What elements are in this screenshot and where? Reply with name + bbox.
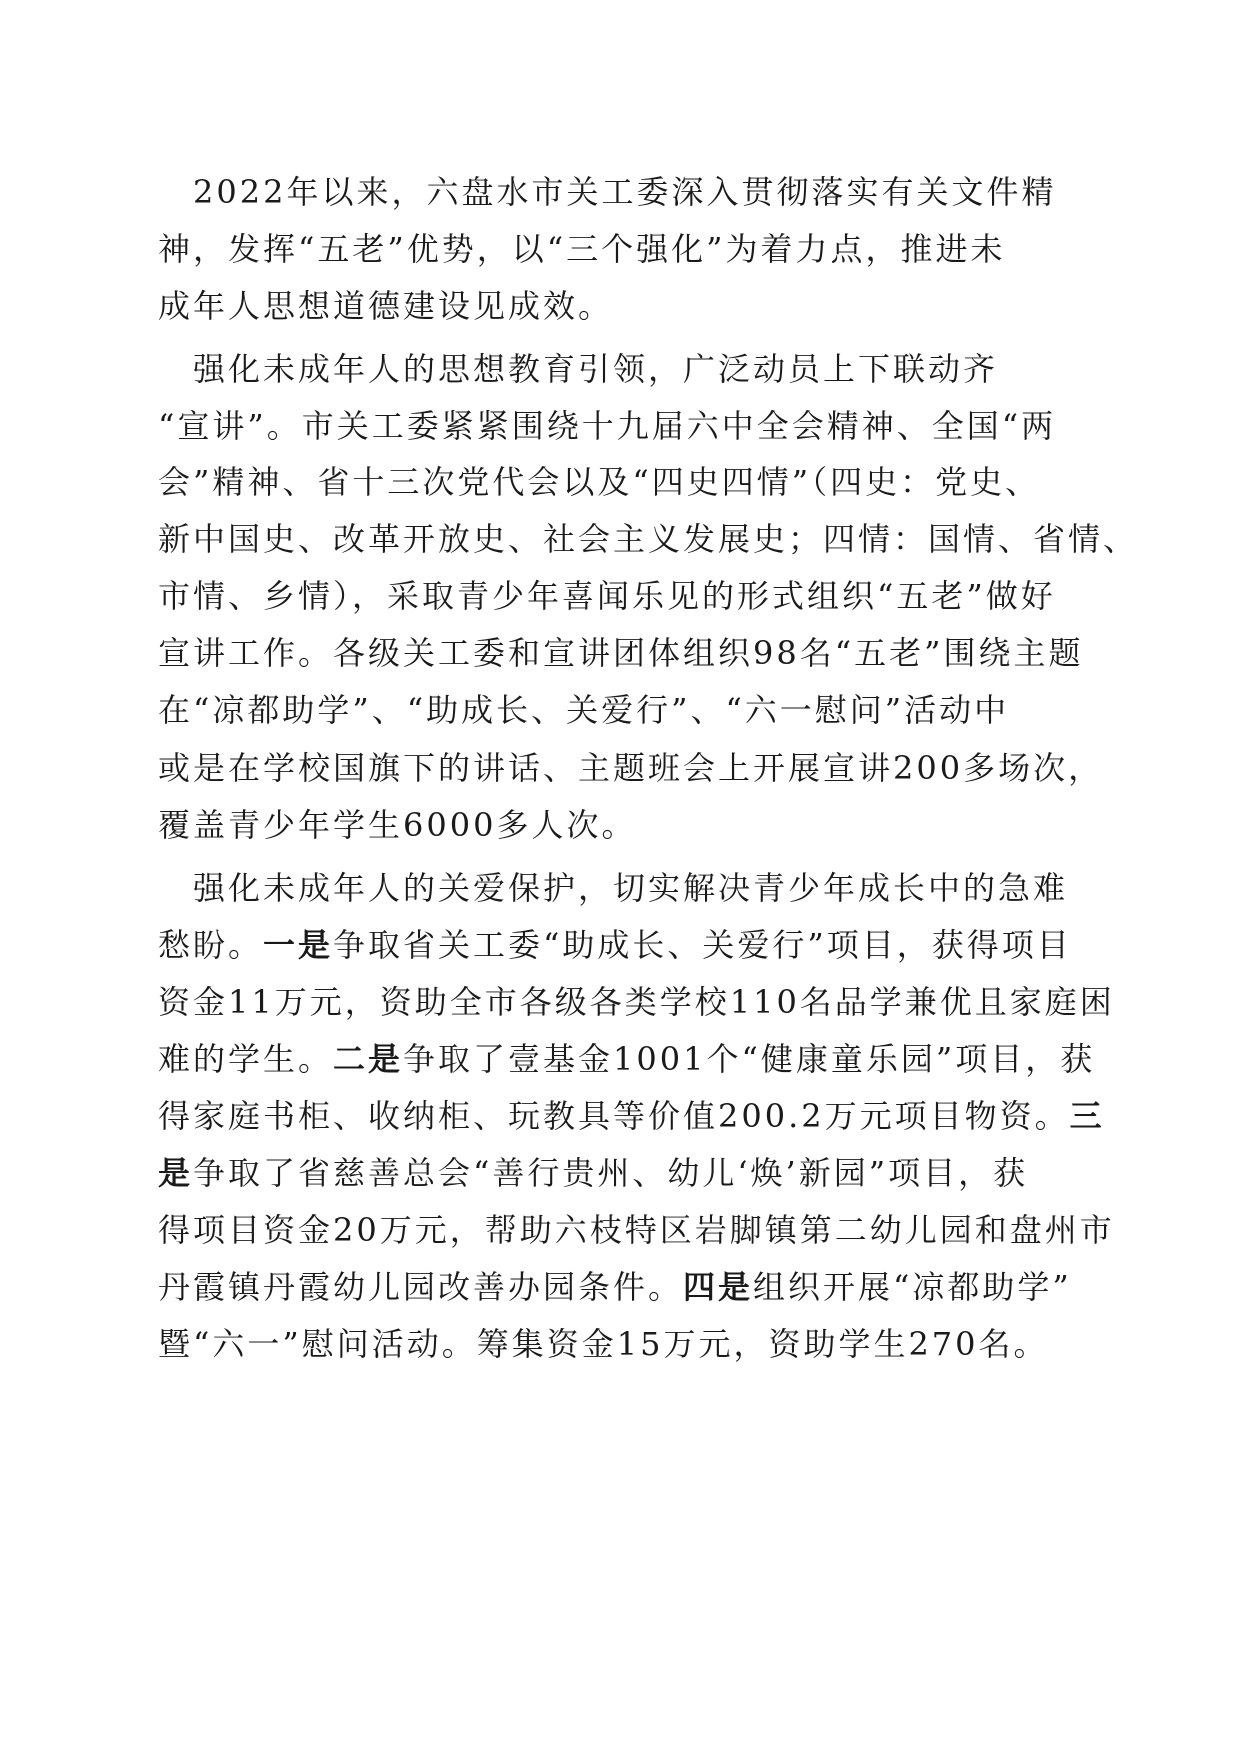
bold-marker: 二是 xyxy=(333,1040,404,1078)
text-line xyxy=(158,172,1056,212)
text-run: 神，发挥“五老”优势，以“三个强化”为着力点，推进未 xyxy=(158,230,1006,268)
text-run: 2022年以来，六盘水市关工委深入贯彻落实有关文件精 xyxy=(158,173,1057,211)
text-run: 争取了壹基金1001个“健康童乐园”项目，获 xyxy=(403,1040,1096,1078)
bold-marker: 一是 xyxy=(263,926,334,964)
text-line xyxy=(158,748,1103,788)
text-line xyxy=(158,1096,1105,1136)
text-line xyxy=(158,576,1056,616)
bold-marker: 是 xyxy=(158,1154,194,1192)
text-line xyxy=(158,1210,1115,1250)
text-run: 资金11万元，资助全市各级各类学校110名品学兼优且家庭困 xyxy=(158,983,1115,1021)
text-run: 会”精神、省十三次党代会以及“四史四情”（四史：党史、 xyxy=(158,463,1041,501)
text-line xyxy=(158,462,1040,502)
text-line xyxy=(158,1039,1095,1079)
text-line xyxy=(158,690,1009,730)
text-run: 市情、乡情），采取青少年喜闻乐见的形式组织“五老”做好 xyxy=(158,577,1056,615)
text-run: 丹霞镇丹霞幼儿园改善办园条件。 xyxy=(158,1268,684,1306)
text-run: 争取了省慈善总会“善行贵州、幼儿‘焕’新园”项目，获 xyxy=(193,1154,1029,1192)
text-line xyxy=(158,1267,1072,1307)
text-run: 强化未成年人的关爱保护，切实解决青少年成长中的急难 xyxy=(158,869,1069,907)
text-run: 宣讲工作。各级关工委和宣讲团体组织98名“五老”围绕主题 xyxy=(158,634,1084,672)
text-run: 得家庭书柜、收纳柜、玩教具等价值200.2万元项目物资。 xyxy=(158,1097,1070,1135)
bold-marker: 三 xyxy=(1069,1097,1105,1135)
text-run: 得项目资金20万元，帮助六枝特区岩脚镇第二幼儿园和盘州市 xyxy=(158,1211,1115,1249)
text-line xyxy=(158,229,1005,269)
text-run: 组织开展“凉都助学” xyxy=(753,1268,1072,1306)
text-line xyxy=(158,286,613,326)
text-line xyxy=(158,805,636,845)
text-line xyxy=(158,633,1083,673)
text-run: 争取省关工委“助成长、关爱行”项目，获得项目 xyxy=(333,926,1072,964)
text-line xyxy=(158,868,1068,908)
text-run: “宣讲”。市关工委紧紧围绕十九届六中全会精神、全国“两 xyxy=(158,407,1057,445)
text-run: 在“凉都助学”、“助成长、关爱行”、“六一慰问”活动中 xyxy=(158,691,1010,729)
text-run: 成年人思想道德建设见成效。 xyxy=(158,287,614,325)
text-run: 愁盼。 xyxy=(158,926,264,964)
text-run: 暨“六一”慰问活动。筹集资金15万元，资助学生270名。 xyxy=(158,1325,1049,1363)
text-line xyxy=(158,982,1115,1022)
text-run: 覆盖青少年学生6000多人次。 xyxy=(158,806,637,844)
text-run: 难的学生。 xyxy=(158,1040,334,1078)
bold-marker: 四是 xyxy=(683,1268,754,1306)
text-line xyxy=(158,1324,1049,1364)
text-line xyxy=(158,406,1056,446)
text-line xyxy=(158,925,1072,965)
text-run: 新中国史、改革开放史、社会主义发展史；四情：国情、省情、 xyxy=(158,520,1139,558)
text-line xyxy=(158,519,1138,559)
text-line xyxy=(158,1153,1028,1193)
text-line xyxy=(158,349,998,389)
text-run: 强化未成年人的思想教育引领，广泛动员上下联动齐 xyxy=(158,350,999,388)
text-run: 或是在学校国旗下的讲话、主题班会上开展宣讲200多场次， xyxy=(158,749,1104,787)
